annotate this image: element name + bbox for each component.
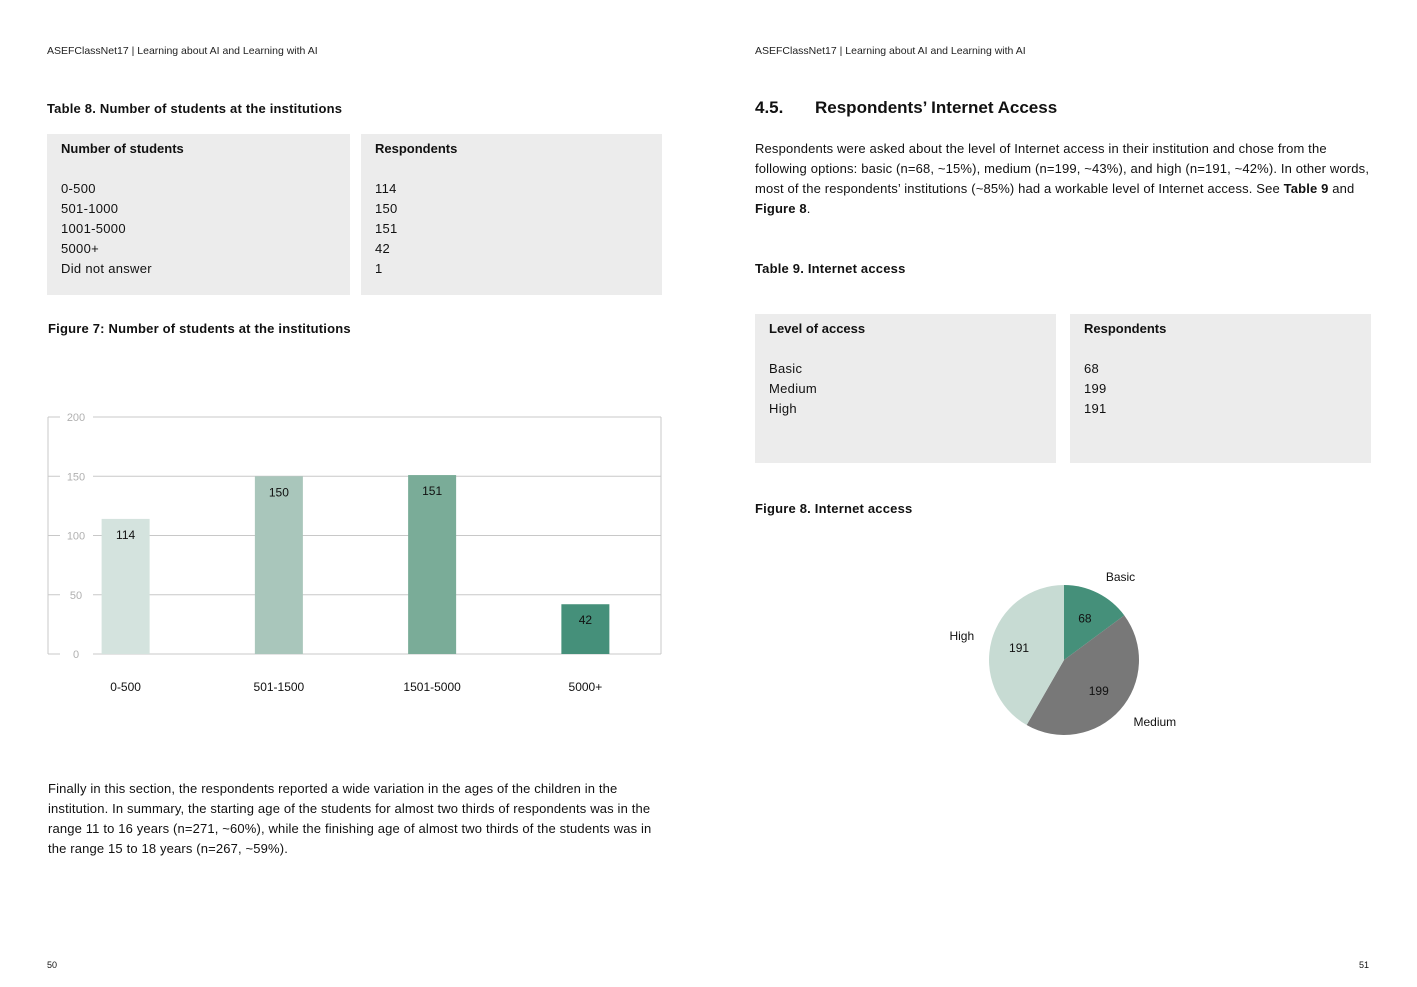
table8-column-students [47, 134, 350, 295]
pie-category-label: Basic [1105, 569, 1136, 584]
table9-cell: Medium [769, 381, 818, 396]
right-page-number: 51 [1359, 960, 1370, 970]
left-running-header: ASEFClassNet17 | Learning about AI and Learning with AI [47, 45, 318, 57]
bar [255, 476, 303, 654]
table8-caption: Table 8. Number of students at the institutions [47, 101, 343, 116]
pie-category-label: High [949, 629, 975, 644]
pie-data-label: 191 [1009, 641, 1030, 656]
table8-cell: 1001-5000 [61, 221, 126, 236]
bar-data-label: 42 [578, 613, 593, 628]
table8-cell: 1 [375, 261, 383, 276]
x-tick-label: 0-500 [110, 680, 141, 694]
table9-header-level: Level of access [769, 321, 866, 336]
figure8-reference: Figure 8 [755, 201, 807, 216]
bar [408, 475, 456, 654]
table8-cell: 114 [375, 181, 397, 196]
table8-cell: Did not answer [61, 261, 152, 276]
bar-data-label: 114 [116, 527, 136, 542]
y-tick-label: 100 [66, 530, 86, 543]
paragraph-text: Respondents were asked about the level of Internet access in their institution and chose from the following options: basic (n=68, ~15%), medium (n=199, ~43%), and high (n=191, ~42%). In other words, most of the respondents’ institutions (~85%) had a workable level of Internet access. See [755, 141, 1370, 196]
pie-data-label: 68 [1078, 611, 1092, 626]
table8-cell: 42 [375, 241, 391, 256]
table9-cell: 68 [1084, 361, 1100, 376]
bar [561, 604, 609, 654]
y-tick-label: 0 [72, 649, 80, 661]
bar-data-label: 150 [268, 485, 289, 500]
y-tick-label: 150 [66, 471, 86, 484]
paragraph-end: . [806, 201, 811, 216]
right-running-header: ASEFClassNet17 | Learning about AI and Learning with AI [755, 45, 1026, 57]
figure7-bar-chart [40, 405, 670, 705]
table9-reference: Table 9 [1283, 181, 1329, 196]
table9-cell: High [769, 401, 797, 416]
table8-cell: 150 [375, 201, 398, 216]
left-page-number: 50 [47, 960, 58, 970]
x-tick-label: 5000+ [568, 680, 603, 694]
table9-header-respondents: Respondents [1084, 321, 1167, 336]
section-heading [755, 98, 1057, 118]
table8-cell: 0-500 [61, 181, 96, 196]
table9-column-respondents [1070, 314, 1371, 463]
bar-data-label: 151 [422, 484, 443, 499]
table9-caption: Table 9. Internet access [755, 261, 906, 276]
table8-column-respondents [361, 134, 662, 295]
x-tick-label: 501-1500 [253, 680, 305, 694]
section-number: 4.5. [755, 98, 784, 117]
table9-cell: 191 [1084, 401, 1107, 416]
table8-cell: 501-1000 [61, 201, 119, 216]
table8-header-students: Number of students [61, 141, 184, 156]
table8-header-respondents: Respondents [375, 141, 458, 156]
pie-data-label: 199 [1088, 683, 1109, 698]
figure7-caption: Figure 7: Number of students at the institutions [48, 321, 351, 336]
table9-cell: Basic [769, 361, 803, 376]
figure8-pie-chart [900, 560, 1260, 760]
table9-column-level [755, 314, 1056, 463]
y-tick-label: 50 [69, 589, 83, 602]
paragraph-conjunction: and [1328, 181, 1355, 196]
left-closing-paragraph: Finally in this section, the respondents reported a wide variation in the ages of the children in the institution. In summary, the starting age of the students for almost two thirds of respondents was in the range 11 to 16 years (n=271, ~60%), while the finishing age of almost two thirds of the students was in the range 15 to 18 years (n=267, ~59%). [48, 781, 652, 856]
y-tick-label: 200 [66, 412, 86, 424]
section-title: Respondents’ Internet Access [815, 98, 1058, 117]
x-tick-label: 1501-5000 [403, 680, 461, 694]
table8-cell: 151 [375, 221, 398, 236]
pie-category-label: Medium [1133, 714, 1177, 729]
internet-access-paragraph [755, 139, 1370, 219]
figure8-caption: Figure 8. Internet access [755, 501, 913, 516]
table8-cell: 5000+ [61, 241, 100, 256]
table9-cell: 199 [1084, 381, 1107, 396]
